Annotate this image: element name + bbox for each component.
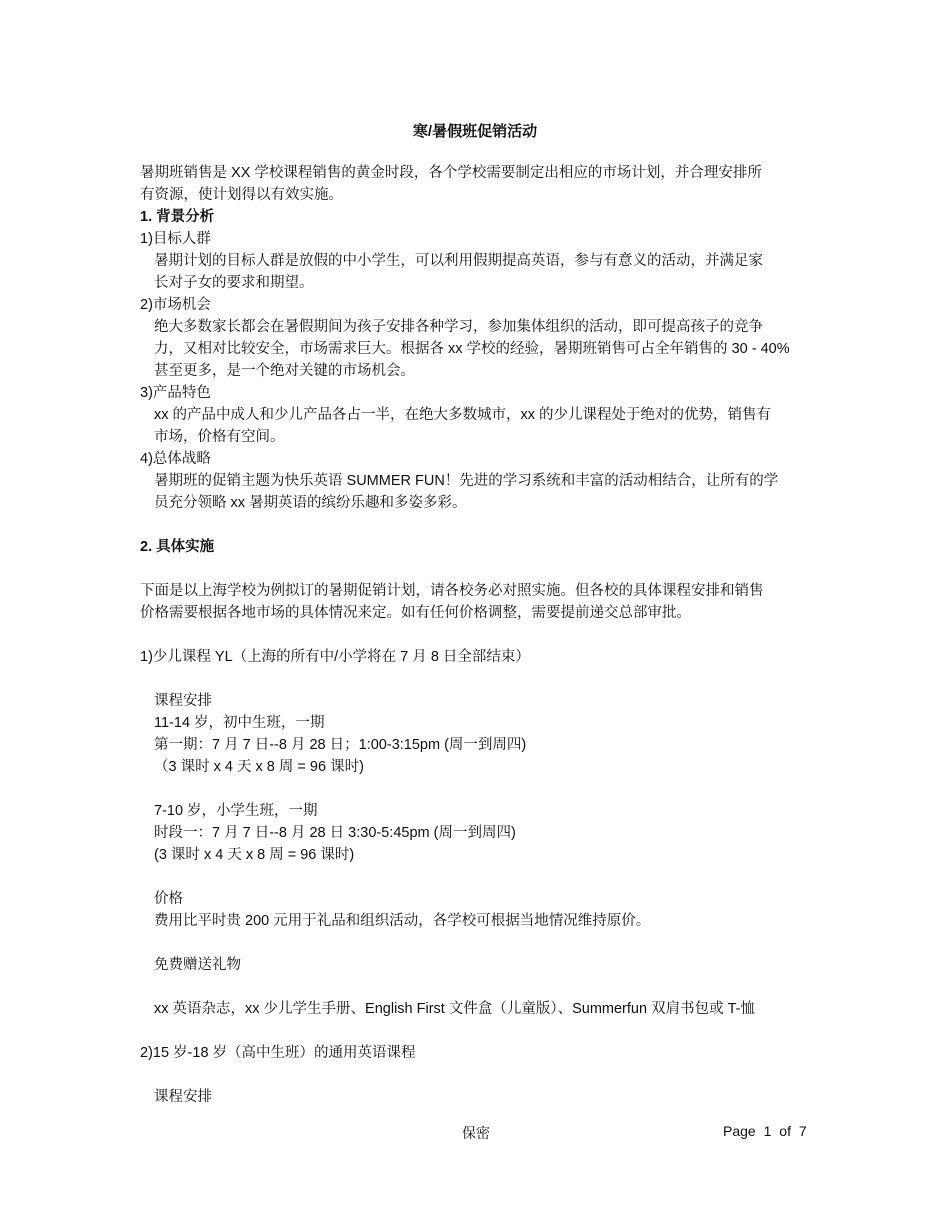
price-text: 费用比平时贵 200 元用于礼品和组织活动，各学校可根据当地情况维持原价。 xyxy=(154,913,651,929)
item-text: 员充分领略 xx 暑期英语的缤纷乐趣和多姿多彩。 xyxy=(154,495,467,511)
page-number xyxy=(723,1123,811,1139)
item-text: 长对子女的要求和期望。 xyxy=(154,275,314,291)
item-label-target: 1)目标人群 xyxy=(140,231,211,247)
document-body xyxy=(140,162,815,1108)
high-school-course-heading: 2)15 岁-18 岁（高中生班）的通用英语课程 xyxy=(140,1045,416,1061)
implementation-intro-line: 下面是以上海学校为例拟订的暑期促销计划，请各校务必对照实施。但各校的具体课程安排和销售 xyxy=(140,583,764,599)
item-text: xx 的产品中成人和少儿产品各占一半，在绝大多数城市，xx 的少儿课程处于绝对的优势，销售有 xyxy=(154,407,772,423)
class-line: （3 课时 x 4 天 x 8 周 = 96 课时) xyxy=(154,759,364,775)
item-label-strategy: 4)总体战略 xyxy=(140,451,211,467)
class-line: 第一期：7 月 7 日--8 月 28 日；1:00-3:15pm (周一到周四) xyxy=(154,737,527,753)
yl-course-heading: 1)少儿课程 YL（上海的所有中/小学将在 7 月 8 日全部结束） xyxy=(140,649,530,665)
page-total: 7 xyxy=(798,1123,807,1139)
item-text: 力，又相对比较安全，市场需求巨大。根据各 xx 学校的经验，暑期班销售可占全年销售的 30 - 40% xyxy=(154,341,790,357)
class-line: 7-10 岁，小学生班，一期 xyxy=(154,803,318,819)
document-title: 寒/暑假班促销活动 xyxy=(412,123,538,140)
item-text: 市场，价格有空间。 xyxy=(154,429,285,445)
page-word: Page xyxy=(723,1123,756,1139)
class-line: 11-14 岁，初中生班，一期 xyxy=(154,715,325,731)
intro-line: 暑期班销售是 XX 学校课程销售的黄金时段，各个学校需要制定出相应的市场计划，并合理安排所 xyxy=(140,165,762,181)
schedule-label: 课程安排 xyxy=(154,693,212,709)
page-of-word: of xyxy=(779,1123,791,1139)
implementation-intro-line: 价格需要根据各地市场的具体情况来定。如有任何价格调整，需要提前递交总部审批。 xyxy=(140,605,691,621)
class-line: 时段一：7 月 7 日--8 月 28 日 3:30-5:45pm (周一到周四) xyxy=(154,825,516,841)
item-text: 甚至更多，是一个绝对关键的市场机会。 xyxy=(154,363,415,379)
class-line: (3 课时 x 4 天 x 8 周 = 96 课时) xyxy=(154,847,355,863)
schedule-label: 课程安排 xyxy=(154,1089,212,1105)
item-label-market: 2)市场机会 xyxy=(140,297,211,313)
confidential-label: 保密 xyxy=(462,1125,490,1141)
gift-text: xx 英语杂志，xx 少儿学生手册、English First 文件盒（儿童版）、Summerfun 双肩书包或 T-恤 xyxy=(154,1001,755,1017)
section-heading-implementation: 2. 具体实施 xyxy=(140,539,215,555)
page-current: 1 xyxy=(763,1123,772,1139)
section-heading-background: 1. 背景分析 xyxy=(140,209,215,225)
price-label: 价格 xyxy=(154,891,183,907)
item-text: 绝大多数家长都会在暑假期间为孩子安排各种学习，参加集体组织的活动，即可提高孩子的竞争 xyxy=(154,319,763,335)
intro-line: 有资源，使计划得以有效实施。 xyxy=(140,187,343,203)
item-text: 暑期计划的目标人群是放假的中小学生，可以利用假期提高英语，参与有意义的活动，并满足家 xyxy=(154,253,763,269)
item-label-product: 3)产品特色 xyxy=(140,385,211,401)
gift-label: 免费赠送礼物 xyxy=(154,957,241,973)
item-text: 暑期班的促销主题为快乐英语 SUMMER FUN！先进的学习系统和丰富的活动相结合，让所有的学 xyxy=(154,473,779,489)
